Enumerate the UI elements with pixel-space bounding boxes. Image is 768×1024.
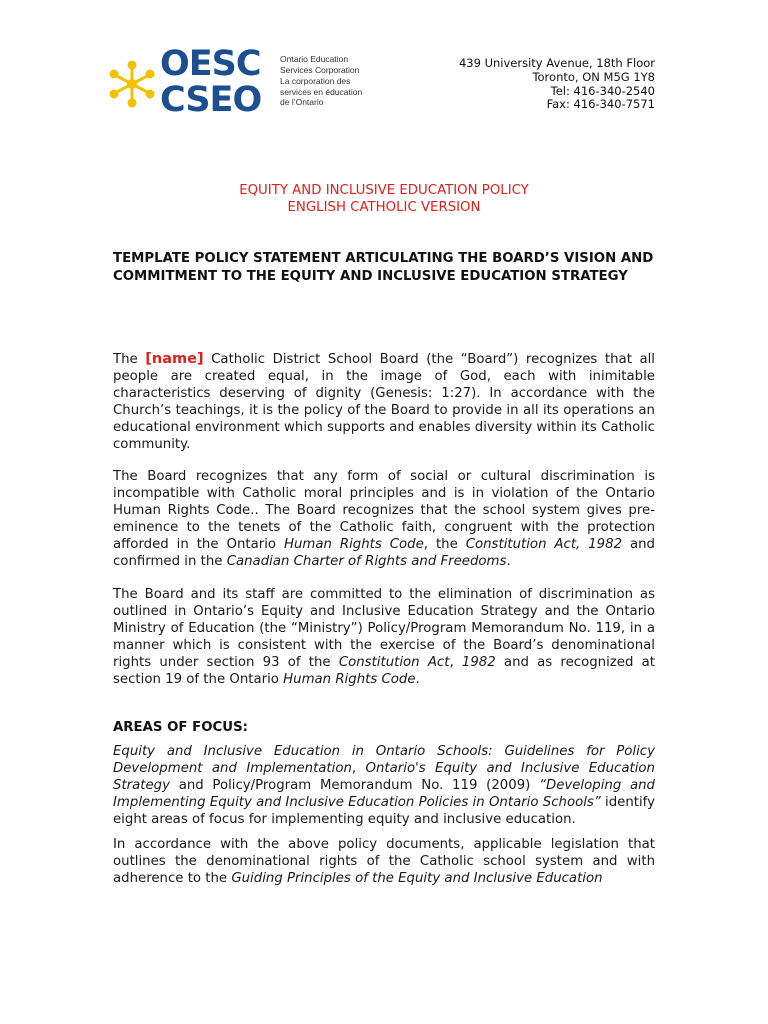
board-name-placeholder: [name] [145,351,204,367]
areas-of-focus-heading: AREAS OF FOCUS: [113,720,248,735]
p2-human-rights-code: Human Rights Code [283,537,424,553]
logo-fr-line1: La corporation des [280,76,351,87]
p2-charter: Canadian Charter of Rights and Freedoms [226,554,507,570]
p2-constitution-act: Constitution Act, 1982 [465,537,623,553]
logo-fr-line3: de l’Ontario [280,97,324,108]
paragraph-accordance [113,836,655,887]
p1-pre: The [113,352,146,367]
p3-text-b: , [449,655,462,671]
p1-post: Catholic District School Board (the “Board”) recognizes that all people are created equal, in the image of God, each with inimitable characteristics deserving of dignity (Genesis: 1:27). In accordance with the Church’s teachings, it is the policy of the Board to provide in all its operations an educational environment which supports and enables diversity within its Catholic community. [113,352,655,453]
title-line2: ENGLISH CATHOLIC VERSION [287,200,481,215]
p4-guidelines-title: Equity and Inclusive Education in Ontario Schools: Guidelines for Policy Development and Implementation [113,744,655,777]
logo-fr-line2: services en éducation [280,86,363,97]
p5-guiding-principles: Guiding Principles of the Equity and Inclusive Education [231,871,603,887]
paragraph-intro [113,351,655,454]
address-block [459,57,655,112]
address-fax: Fax: 416-340-7571 [546,97,655,112]
p3-constitution-act: Constitution Act [338,655,450,671]
p3-text-c: and as recognized at section 19 of the Ontario [113,655,655,688]
p2-text-a: The Board recognizes that any form of social or cultural discrimination is incompatible with Catholic moral principles and is in violation of the Ontario Human Rights Code.. The Board recognizes that the school system gives pre-eminence to the tenets of the Catholic faith, congruent with the protection afforded in the Ontario [113,469,655,553]
logo-org-name [280,54,380,108]
document-subtitle: TEMPLATE POLICY STATEMENT ARTICULATING THE BOARD’S VISION AND COMMITMENT TO THE EQUITY AND INCLUSIVE EDUCATION STRATEGY [113,251,654,284]
p3-text-d: . [415,672,420,688]
address-tel: Tel: 416-340-2540 [550,83,655,98]
p2-text-d: . [506,554,511,570]
p4-text-b: and Policy/Program Memorandum No. 119 (2009) [169,778,540,794]
logo-wordmark-fr: CSEO [160,80,262,120]
p3-year: 1982 [461,655,496,671]
address-street: 439 University Avenue, 18th Floor [458,56,655,70]
logo-en-line1: Ontario Education [280,54,349,64]
address-city: Toronto, ON M5G 1Y8 [532,69,655,84]
logo-wordmark-en: OESC [160,44,261,84]
p4-text-c: identify eight areas of focus for implementing equity and inclusive education. [113,795,655,828]
p2-text-c: and confirmed in the [113,537,655,570]
p3-text-a: The Board and its staff are committed to the elimination of discrimination as outlined in Ontario’s Equity and Inclusive Education Strategy and the Ontario Ministry of Education (the “Ministry”) Policy/Program Memorandum No. 119, in a manner which is consistent with the exercise of the Board’s denominational rights under section 93 of the [113,587,655,671]
title-line1: EQUITY AND INCLUSIVE EDUCATION POLICY [239,183,529,198]
p4-memo-title: “Developing and Implementing Equity and Inclusive Education Policies in Ontario Schools” [113,778,655,811]
oesc-logo [108,44,368,130]
logo-en-line2: Services Corporation [280,64,360,75]
logo-wordmark [160,46,261,118]
paragraph-guidelines [113,743,655,828]
p4-text-a: , [351,761,366,777]
paragraph-commitment [113,586,655,689]
paragraph-discrimination [113,468,655,571]
p3-human-rights-code: Human Rights Code [283,672,416,688]
p2-text-b: , the [423,537,466,553]
p5-text-a: In accordance with the above policy documents, applicable legislation that outlines the denominational rights of the Catholic school system and with adherence to the [113,837,655,887]
document-title [0,182,768,216]
p4-strategy-title: Ontario's Equity and Inclusive Education Strategy [113,761,655,794]
logo-flower-icon [108,60,156,108]
